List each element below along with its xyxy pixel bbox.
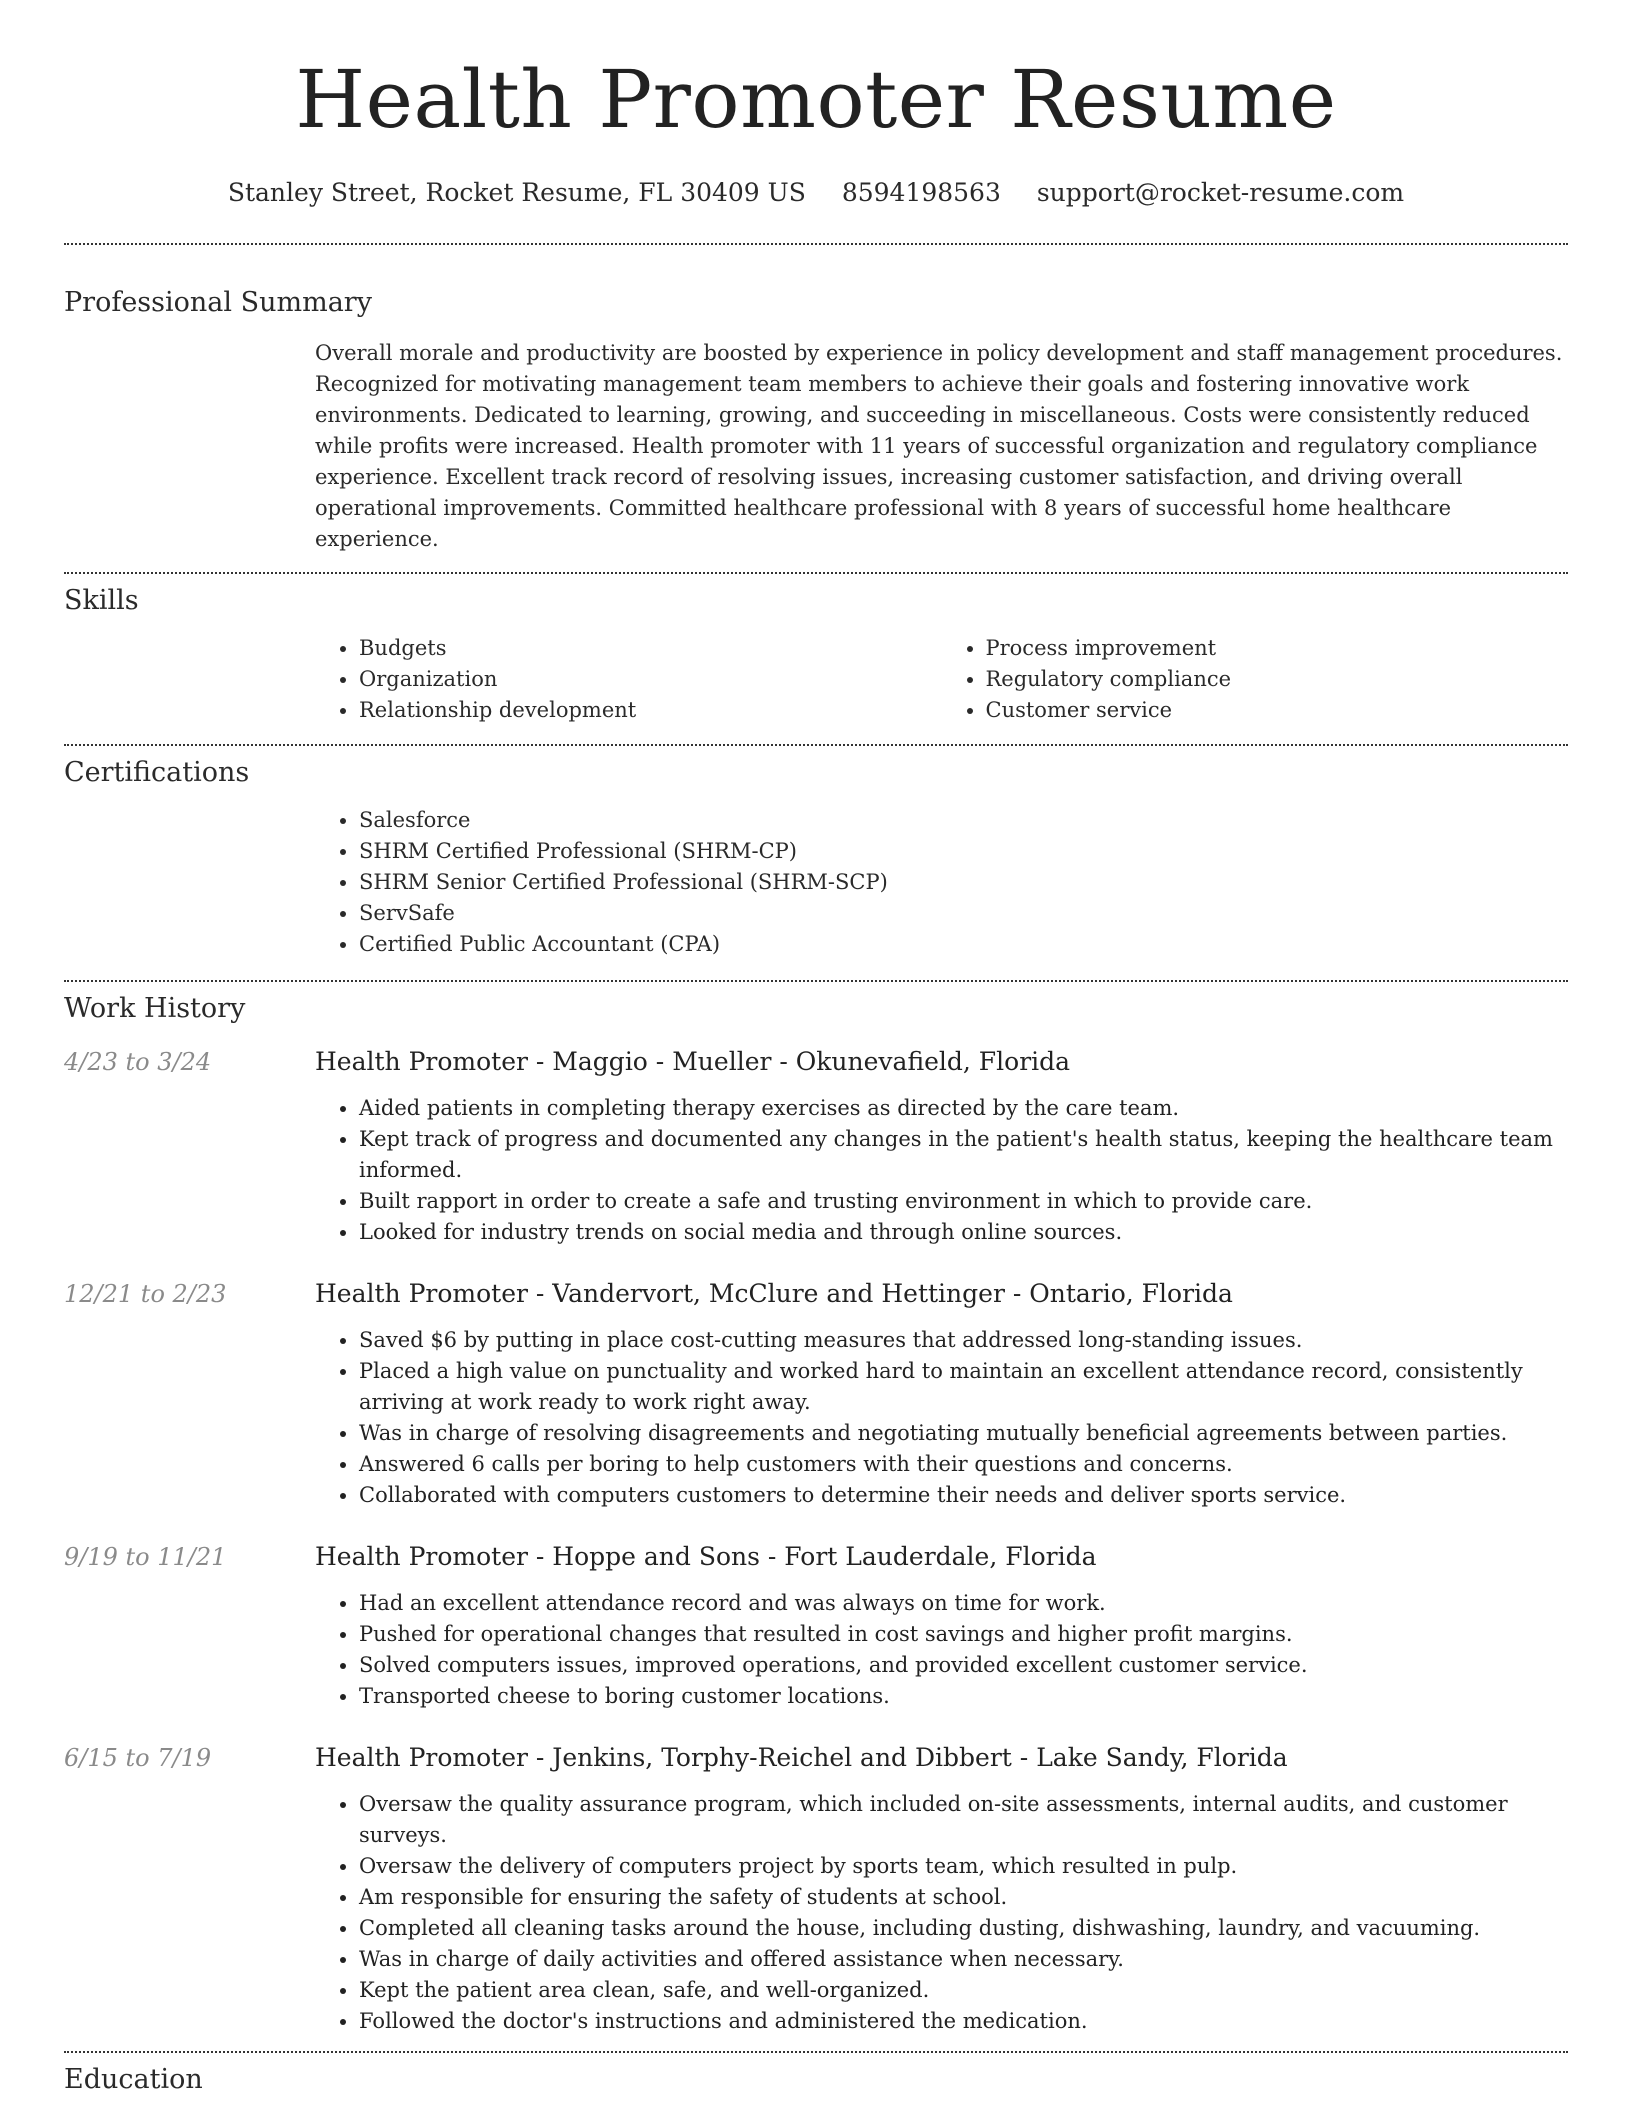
certification-item: • Certified Public Accountant (CPA) bbox=[359, 929, 1568, 960]
job-entry bbox=[64, 1278, 1568, 1511]
job-bullet: • Saved $6 by putting in place cost-cutting measures that addressed long-standing issues. bbox=[359, 1325, 1568, 1356]
skill-item: • Relationship development bbox=[359, 695, 942, 726]
section-heading-education: Education bbox=[64, 2064, 203, 2095]
skill-item: • Budgets bbox=[359, 633, 942, 664]
job-entry bbox=[64, 1046, 1568, 1248]
job-bullet: • Followed the doctor's instructions and administered the medication. bbox=[359, 2006, 1568, 2037]
job-bullets bbox=[315, 1325, 1568, 1511]
job-bullet: • Oversaw the delivery of computers project by sports team, which resulted in pulp. bbox=[359, 1851, 1568, 1882]
job-dates: 12/21 to 2/23 bbox=[64, 1280, 227, 1308]
certification-item: • Salesforce bbox=[359, 805, 1568, 836]
section-heading-certifications: Certifications bbox=[64, 757, 250, 788]
job-bullet: • Built rapport in order to create a safe and trusting environment in which to provide care. bbox=[359, 1186, 1568, 1217]
divider bbox=[64, 744, 1568, 746]
skills-column-left bbox=[315, 633, 942, 726]
skills-list bbox=[315, 633, 1568, 726]
job-bullet: • Answered 6 calls per boring to help customers with their questions and concerns. bbox=[359, 1449, 1568, 1480]
job-entry bbox=[64, 1541, 1568, 1712]
job-dates: 6/15 to 7/19 bbox=[64, 1744, 212, 1772]
section-heading-work-history: Work History bbox=[64, 993, 246, 1024]
job-bullet: • Was in charge of resolving disagreements and negotiating mutually beneficial agreements between parties. bbox=[359, 1418, 1568, 1449]
resume-title: Health Promoter Resume bbox=[295, 53, 1337, 146]
job-bullet: • Am responsible for ensuring the safety of students at school. bbox=[359, 1882, 1568, 1913]
resume-page bbox=[64, 0, 1568, 2095]
contact-email: support@rocket-resume.com bbox=[1036, 178, 1405, 207]
job-bullet: • Solved computers issues, improved operations, and provided excellent customer service. bbox=[359, 1650, 1568, 1681]
skill-item: • Process improvement bbox=[986, 633, 1569, 664]
job-dates: 4/23 to 3/24 bbox=[64, 1048, 212, 1076]
section-heading-summary: Professional Summary bbox=[64, 287, 372, 318]
job-title: Health Promoter - Hoppe and Sons - Fort Lauderdale, Florida bbox=[315, 1542, 1097, 1571]
job-bullets bbox=[315, 1093, 1568, 1248]
certification-item: • SHRM Certified Professional (SHRM-CP) bbox=[359, 836, 1568, 867]
job-bullet: • Kept the patient area clean, safe, and well-organized. bbox=[359, 1975, 1568, 2006]
divider bbox=[64, 980, 1568, 982]
summary-text: Overall morale and productivity are boosted by experience in policy development and staff management procedures. Recognized for motivating management team members to achieve their goals and fostering innovative work environments. Dedicated to learning, growing, and succeeding in miscellaneous. Costs were consistently reduced while profits were increased. Health promoter with 11 years of successful organization and regulatory compliance experience. Excellent track record of resolving issues, increasing customer satisfaction, and driving overall operational improvements. Committed healthcare professional with 8 years of successful home healthcare experience. bbox=[315, 341, 1563, 551]
job-bullet: • Oversaw the quality assurance program, which included on-site assessments, internal audits, and customer surveys. bbox=[359, 1789, 1568, 1851]
divider bbox=[64, 2051, 1568, 2053]
job-title: Health Promoter - Vandervort, McClure and Hettinger - Ontario, Florida bbox=[315, 1279, 1233, 1308]
certifications-list bbox=[315, 805, 1568, 960]
contact-line bbox=[64, 178, 1568, 207]
skill-item: • Organization bbox=[359, 664, 942, 695]
job-bullet: • Pushed for operational changes that resulted in cost savings and higher profit margins. bbox=[359, 1619, 1568, 1650]
job-bullet: • Was in charge of daily activities and offered assistance when necessary. bbox=[359, 1944, 1568, 1975]
job-entry bbox=[64, 1742, 1568, 2037]
section-heading-skills: Skills bbox=[64, 585, 139, 616]
job-bullets bbox=[315, 1789, 1568, 2037]
divider bbox=[64, 572, 1568, 574]
certification-item: • ServSafe bbox=[359, 898, 1568, 929]
divider bbox=[64, 243, 1568, 245]
job-bullet: • Aided patients in completing therapy exercises as directed by the care team. bbox=[359, 1093, 1568, 1124]
job-dates: 9/19 to 11/21 bbox=[64, 1543, 227, 1571]
job-bullet: • Had an excellent attendance record and was always on time for work. bbox=[359, 1588, 1568, 1619]
contact-phone: 8594198563 bbox=[841, 178, 1001, 207]
skills-column-right bbox=[942, 633, 1569, 726]
contact-address: Stanley Street, Rocket Resume, FL 30409 US bbox=[227, 178, 806, 207]
skill-item: • Customer service bbox=[986, 695, 1569, 726]
job-title: Health Promoter - Jenkins, Torphy-Reichel and Dibbert - Lake Sandy, Florida bbox=[315, 1743, 1288, 1772]
job-bullet: • Completed all cleaning tasks around the house, including dusting, dishwashing, laundry, and vacuuming. bbox=[359, 1913, 1568, 1944]
job-bullets bbox=[315, 1588, 1568, 1712]
job-bullet: • Kept track of progress and documented any changes in the patient's health status, keeping the healthcare team informed. bbox=[359, 1124, 1568, 1186]
job-title: Health Promoter - Maggio - Mueller - Okunevafield, Florida bbox=[315, 1047, 1071, 1076]
job-bullet: • Placed a high value on punctuality and worked hard to maintain an excellent attendance record, consistently arriving at work ready to work right away. bbox=[359, 1356, 1568, 1418]
job-bullet: • Transported cheese to boring customer locations. bbox=[359, 1681, 1568, 1712]
job-bullet: • Collaborated with computers customers to determine their needs and deliver sports service. bbox=[359, 1480, 1568, 1511]
skill-item: • Regulatory compliance bbox=[986, 664, 1569, 695]
job-bullet: • Looked for industry trends on social media and through online sources. bbox=[359, 1217, 1568, 1248]
certification-item: • SHRM Senior Certified Professional (SHRM-SCP) bbox=[359, 867, 1568, 898]
